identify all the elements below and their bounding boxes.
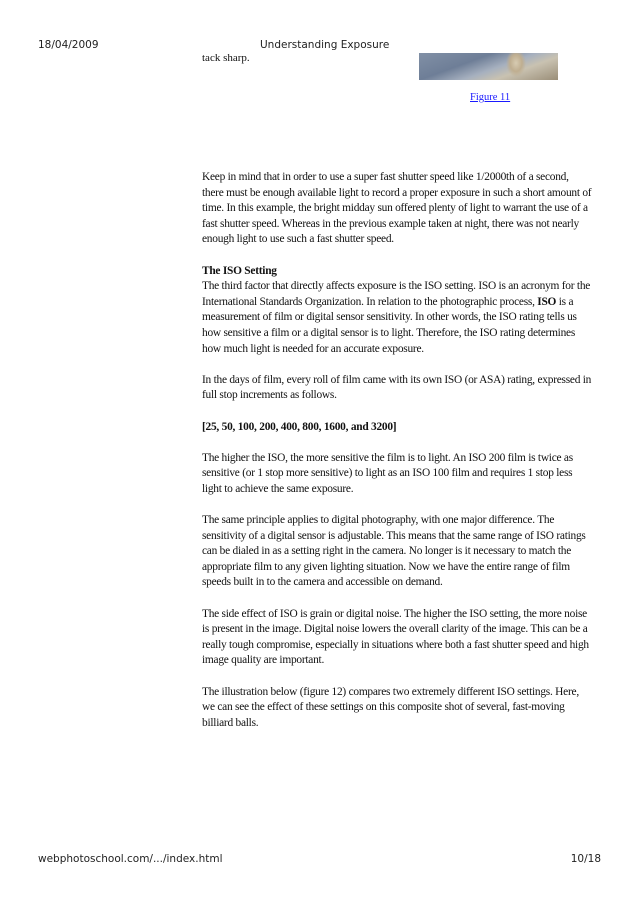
paragraph-shutter-speed: Keep in mind that in order to use a super fast shutter speed like 1/2000th of a second, there must be enough available light to record a proper exposure in such a short amount of time. In this example, the bright midday sun offered plenty of light to warrant the use of a fast shutter speed. Whereas in the previous example taken at night, there was not nearly enough light to use such a fast shutter speed. <box>202 171 592 246</box>
paragraph-iso-intro <box>202 264 592 358</box>
lead-text: tack sharp. <box>202 52 250 64</box>
paragraph-noise: The side effect of ISO is grain or digital noise. The higher the ISO setting, the more noise is present in the image. Digital noise lowers the overall clarity of the image. This can be a really tough compromise, especially in situations where both a fast shutter speed and high image quality are important. <box>202 607 589 667</box>
header-date: 18/04/2009 <box>38 39 99 51</box>
iso-bold-term: ISO <box>537 295 557 308</box>
header-title: Understanding Exposure <box>260 39 390 51</box>
iso-setting-heading: The ISO Setting <box>202 264 277 277</box>
paragraph-digital-iso: The same principle applies to digital photography, with one major difference. The sensitivity of a digital sensor is adjustable. This means that the same range of ISO ratings can be dialed in as a setting right in the camera. No longer is it necessary to match the appropriate film to any given lighting situation. Now we have the entire range of film speeds built in to the camera and accessible on demand. <box>202 514 586 589</box>
iso-values-list <box>202 420 592 436</box>
footer-page-number: 10/18 <box>570 853 601 865</box>
iso-values-text: [25, 50, 100, 200, 400, 800, 1600, and 3200] <box>202 420 397 433</box>
paragraph-higher-iso: The higher the ISO, the more sensitive the film is to light. An ISO 200 film is twice as sensitive (or 1 stop more sensitive) to light as an ISO 100 film and requires 1 stop less light to achieve the same exposure. <box>202 451 573 495</box>
paragraph-figure-12: The illustration below (figure 12) compares two extremely different ISO settings. Here, we can see the effect of these settings on this composite shot of several, fast-moving billiard balls. <box>202 685 579 729</box>
article-body <box>202 170 592 747</box>
iso-intro-text-a: The third factor that directly affects exposure is the ISO setting. ISO is an acronym for the International Standards Organization. In relation to the photographic process, <box>202 280 591 308</box>
paragraph-film-iso: In the days of film, every roll of film came with its own ISO (or ASA) rating, expressed in full stop increments as follows. <box>202 373 592 402</box>
figure-11-image <box>419 53 558 80</box>
figure-11-link[interactable]: Figure 11 <box>470 92 511 103</box>
footer-url: webphotoschool.com/.../index.html <box>38 853 223 865</box>
iso-intro-text-b: is a measurement of film or digital sensor sensitivity. In other words, the ISO rating tells us how sensitive a film or a digital sensor is to light. Therefore, the ISO rating determines how much light is needed for an accurate exposure. <box>202 295 577 355</box>
